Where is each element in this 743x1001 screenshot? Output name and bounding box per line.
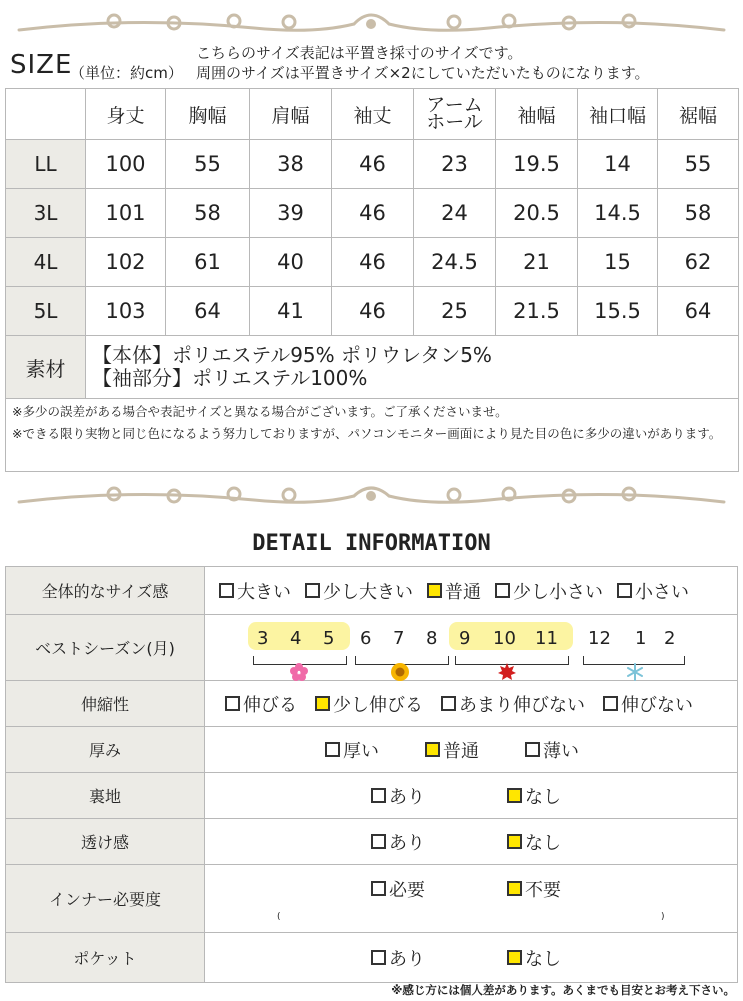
fit-option: 小さい: [617, 578, 689, 604]
checkbox-empty-icon: [603, 696, 618, 711]
table-cell: 58: [658, 189, 739, 238]
inner-label: インナー必要度: [6, 865, 205, 933]
header-cuff-width: 袖口幅: [578, 89, 658, 140]
month: 10: [493, 627, 516, 649]
inner-option-selected: 不要: [507, 876, 561, 902]
pocket-option: あり: [371, 945, 425, 971]
fit-option: 大きい: [219, 578, 291, 604]
stretch-options: [205, 681, 738, 727]
material-sleeve: 【袖部分】ポリエステル100%: [92, 366, 368, 390]
thickness-options: [205, 727, 738, 773]
table-cell: 102: [86, 238, 166, 287]
detail-table: [5, 566, 738, 983]
table-row: [6, 140, 739, 189]
table-cell: 15.5: [578, 287, 658, 336]
sunflower-icon: [390, 662, 410, 682]
table-cell: 14.5: [578, 189, 658, 238]
paren-open: (: [277, 911, 281, 922]
table-row: [6, 189, 739, 238]
table-cell: 55: [658, 140, 739, 189]
month: 7: [393, 627, 405, 649]
table-cell: 14: [578, 140, 658, 189]
pocket-label: ポケット: [6, 933, 205, 983]
month: 2: [664, 627, 676, 649]
notes-cell: [6, 399, 739, 472]
header-shoulder: 肩幅: [250, 89, 332, 140]
month: 12: [588, 627, 611, 649]
note-color: ※できる限り実物と同じ色になるよう努力しておりますが、パソコンモニター画面により見た目の色に多少の違いがあります。: [12, 426, 722, 441]
inner-option: 必要: [371, 876, 425, 902]
fit-options: [205, 567, 738, 615]
month: 8: [426, 627, 438, 649]
table-cell: 39: [250, 189, 332, 238]
table-cell: 46: [332, 189, 414, 238]
inner-options: [205, 865, 738, 933]
checkbox-empty-icon: [441, 696, 456, 711]
lining-label: 裏地: [6, 773, 205, 819]
header-armhole-line1: アーム: [426, 94, 483, 116]
checkbox-empty-icon: [371, 788, 386, 803]
size-table-corner: [6, 89, 86, 140]
size-note-line1: こちらのサイズ表記は平置き採寸のサイズです。: [196, 44, 523, 62]
checkbox-checked-icon: [507, 881, 522, 896]
table-cell: 61: [166, 238, 250, 287]
sakura-icon: [289, 662, 309, 682]
fit-option: 少し小さい: [495, 578, 603, 604]
lining-options: [205, 773, 738, 819]
snowflake-icon: [625, 662, 645, 682]
month: 4: [290, 627, 302, 649]
table-cell: 62: [658, 238, 739, 287]
table-cell: 64: [658, 287, 739, 336]
season-label: ベストシーズン(月): [6, 615, 205, 681]
table-row: [6, 287, 739, 336]
table-cell: 103: [86, 287, 166, 336]
header-sleeve-length: 袖丈: [332, 89, 414, 140]
material-label: 素材: [6, 336, 86, 399]
table-cell: 38: [250, 140, 332, 189]
thickness-option: 厚い: [325, 737, 379, 763]
month: 1: [635, 627, 647, 649]
fit-label: 全体的なサイズ感: [6, 567, 205, 615]
header-sleeve-width: 袖幅: [496, 89, 578, 140]
checkbox-empty-icon: [371, 834, 386, 849]
fit-option-selected: 普通: [427, 578, 481, 604]
material-value: [86, 336, 739, 399]
checkbox-empty-icon: [525, 742, 540, 757]
pocket-option-selected: なし: [507, 945, 561, 971]
table-cell: 40: [250, 238, 332, 287]
size-label: 5L: [6, 287, 86, 336]
checkbox-checked-icon: [425, 742, 440, 757]
table-cell: 21.5: [496, 287, 578, 336]
checkbox-empty-icon: [371, 881, 386, 896]
table-cell: 100: [86, 140, 166, 189]
stretch-label: 伸縮性: [6, 681, 205, 727]
sheer-option-selected: なし: [507, 829, 561, 855]
table-cell: 41: [250, 287, 332, 336]
middle-ornament: [14, 480, 729, 516]
thickness-option: 薄い: [525, 737, 579, 763]
table-cell: 15: [578, 238, 658, 287]
size-table: [5, 88, 739, 472]
pocket-options: [205, 933, 738, 983]
checkbox-empty-icon: [325, 742, 340, 757]
checkbox-checked-icon: [507, 788, 522, 803]
season-months: [205, 615, 738, 681]
checkbox-empty-icon: [617, 583, 632, 598]
paren-close: ): [661, 911, 665, 922]
table-cell: 55: [166, 140, 250, 189]
table-row: [6, 238, 739, 287]
header-armhole-line2: ホール: [426, 111, 483, 133]
table-cell: 20.5: [496, 189, 578, 238]
thickness-option-selected: 普通: [425, 737, 479, 763]
table-cell: 24.5: [414, 238, 496, 287]
lining-option: あり: [371, 783, 425, 809]
footnote: ※感じ方には個人差があります。あくまでも目安とお考え下さい。: [391, 983, 735, 997]
checkbox-empty-icon: [371, 950, 386, 965]
size-note-line2: 周囲のサイズは平置きサイズ×2にしていただいたものになります。: [196, 64, 650, 82]
month: 3: [257, 627, 269, 649]
size-label: LL: [6, 140, 86, 189]
header-length: 身丈: [86, 89, 166, 140]
sheer-option: あり: [371, 829, 425, 855]
table-cell: 24: [414, 189, 496, 238]
header-armhole: [414, 89, 496, 140]
table-cell: 46: [332, 287, 414, 336]
sheer-label: 透け感: [6, 819, 205, 865]
table-cell: 21: [496, 238, 578, 287]
detail-heading: DETAIL INFORMATION: [252, 531, 491, 556]
month: 6: [360, 627, 372, 649]
checkbox-checked-icon: [507, 950, 522, 965]
table-cell: 23: [414, 140, 496, 189]
size-unit: （単位：約cm）: [70, 64, 183, 82]
maple-leaf-icon: [497, 662, 517, 682]
size-label: 3L: [6, 189, 86, 238]
checkbox-empty-icon: [305, 583, 320, 598]
stretch-option: 伸びない: [603, 691, 693, 717]
stretch-option: 伸びる: [225, 691, 297, 717]
table-cell: 46: [332, 238, 414, 287]
table-cell: 101: [86, 189, 166, 238]
stretch-option: あまり伸びない: [441, 691, 585, 717]
checkbox-checked-icon: [427, 583, 442, 598]
material-body: 【本体】ポリエステル95% ポリウレタン5%: [92, 343, 492, 367]
table-cell: 46: [332, 140, 414, 189]
table-cell: 25: [414, 287, 496, 336]
checkbox-empty-icon: [225, 696, 240, 711]
month: 9: [459, 627, 471, 649]
fit-option: 少し大きい: [305, 578, 413, 604]
lining-option-selected: なし: [507, 783, 561, 809]
size-heading: SIZE: [10, 50, 73, 80]
header-hem-width: 裾幅: [658, 89, 739, 140]
month: 11: [535, 627, 558, 649]
table-cell: 19.5: [496, 140, 578, 189]
checkbox-checked-icon: [507, 834, 522, 849]
month: 5: [323, 627, 335, 649]
checkbox-empty-icon: [219, 583, 234, 598]
checkbox-empty-icon: [495, 583, 510, 598]
sheer-options: [205, 819, 738, 865]
table-cell: 64: [166, 287, 250, 336]
thickness-label: 厚み: [6, 727, 205, 773]
size-label: 4L: [6, 238, 86, 287]
top-ornament: [14, 4, 729, 40]
checkbox-checked-icon: [315, 696, 330, 711]
note-tolerance: ※多少の誤差がある場合や表記サイズと異なる場合がございます。ご了承くださいませ。: [12, 404, 508, 419]
table-cell: 58: [166, 189, 250, 238]
stretch-option-selected: 少し伸びる: [315, 691, 423, 717]
header-chest: 胸幅: [166, 89, 250, 140]
